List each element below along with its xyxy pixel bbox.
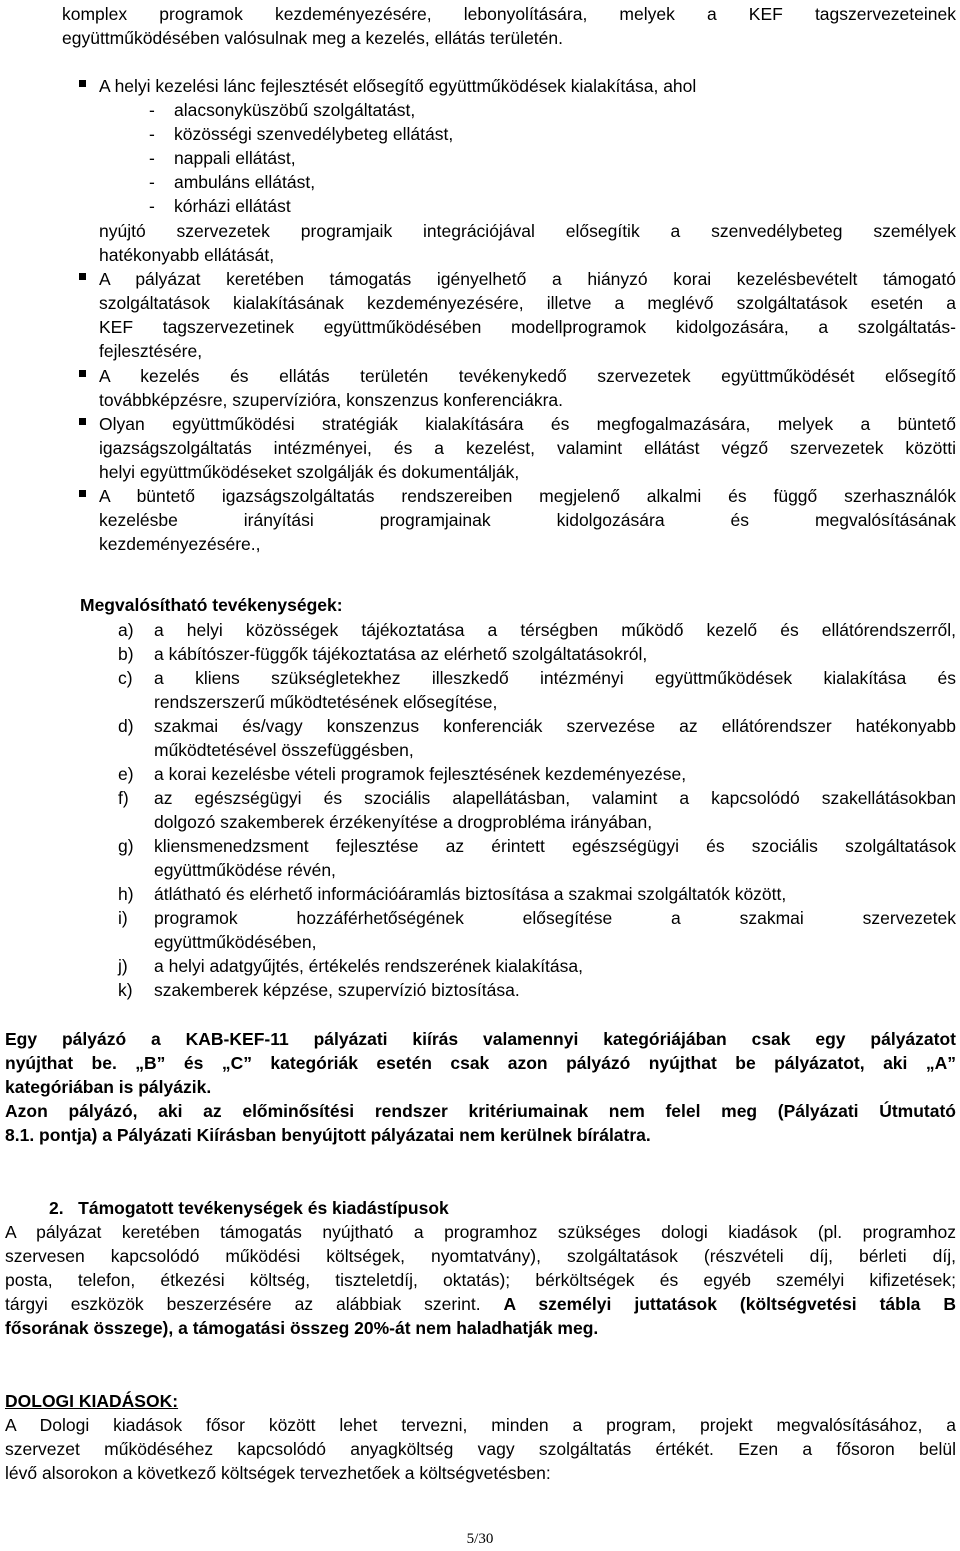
bullet-marker (79, 418, 86, 425)
bullet-2-line: KEF tagszervezetinek együttműködésében modellprogramok kidolgozására, a szolgáltatás- (99, 317, 956, 337)
bullet-4-line: igazságszolgáltatás intézményei, és a kezelést, valamint ellátást végző szervezetek közötti (99, 438, 956, 458)
dash-marker: - (149, 196, 155, 216)
note-line: Azon pályázó, aki az előminősítési rendszer kritériumainak nem felel meg (Pályázati Útmutató (5, 1101, 956, 1121)
section-line: A pályázat keretében támogatás nyújtható a programhoz szükséges dologi kiadások (pl. programhoz (5, 1222, 956, 1242)
item-label: k) (118, 980, 133, 1000)
bullet-marker (79, 370, 86, 377)
dash-marker: - (149, 172, 155, 192)
note-line: kategóriában is pályázik. (5, 1077, 212, 1097)
bullet-5-line: kezdeményezésére., (99, 534, 261, 554)
list-item: alacsonyküszöbű szolgáltatást, (174, 100, 416, 120)
activity-line: együttműködése révén, (154, 860, 336, 880)
activity-line: együttműködésében, (154, 932, 317, 952)
item-label: c) (118, 668, 133, 688)
bullet-1-line: hatékonyabb ellátását, (99, 245, 275, 265)
list-item: kórházi ellátást (174, 196, 291, 216)
dologi-line: lévő alsorokon a következő költségek tervezhetőek a költségvetésben: (5, 1463, 551, 1483)
intro-line-1: komplex programok kezdeményezésére, lebonyolítására, melyek a KEF tagszervezeteinek (62, 4, 956, 24)
list-item: ambuláns ellátást, (174, 172, 316, 192)
note-line: nyújthat be. „B” és „C” kategóriák esetén csak azon pályázó nyújthat be pályázatot, aki „A” (5, 1053, 956, 1073)
bullet-1-line: nyújtó szervezetek programjaik integrációjával elősegítik a szenvedélybeteg személyek (99, 221, 956, 241)
activity-line: a korai kezelésbe vételi programok fejlesztésének kezdeményezése, (154, 764, 687, 784)
note-line: Egy pályázó a KAB-KEF-11 pályázati kiírás valamennyi kategóriájában csak egy pályázatot (5, 1029, 956, 1049)
bullet-2-line: A pályázat keretében támogatás igényelhető a hiányzó korai kezelésbevételt támogató (99, 269, 956, 289)
page-number: 5/30 (466, 1531, 494, 1547)
list-item: nappali ellátást, (174, 148, 296, 168)
dash-marker: - (149, 124, 155, 144)
activity-line: dolgozó szakemberek érzékenyítése a drogprobléma irányában, (154, 812, 653, 832)
section-line: fősorának összege), a támogatási összeg 20%-át nem haladhatják meg. (5, 1318, 599, 1338)
section-heading: 2. Támogatott tevékenységek és kiadástípusok (49, 1198, 449, 1218)
activities-heading: Megvalósítható tevékenységek: (80, 595, 343, 615)
dologi-line: szervezet működéséhez kapcsolódó anyagköltség vagy szolgáltatás értékét. Ezen a fősoron belül (5, 1439, 956, 1459)
activity-line: a kliens szükségletekhez illeszkedő intézményi együttműködések kialakítása és (154, 668, 956, 688)
section-text: tárgyi eszközök beszerzésére az alábbiak szerint. (5, 1294, 504, 1314)
item-label: i) (118, 908, 128, 928)
item-label: e) (118, 764, 134, 784)
bullet-marker (79, 273, 86, 280)
bullet-marker (79, 490, 86, 497)
bullet-3-line: A kezelés és ellátás területén tevékenykedő szervezetek együttműködését elősegítő (99, 366, 956, 386)
activity-line: a kábítószer-függők tájékoztatása az elérhető szolgáltatásokról, (154, 644, 648, 664)
activity-line: az egészségügyi és szociális alapellátásban, valamint a kapcsolódó szakellátásokban (154, 788, 956, 808)
activity-line: átlátható és elérhető információáramlás biztosítása a szakmai szolgáltatók között, (154, 884, 787, 904)
bullet-4-line: helyi együttműködéseket szolgálják és dokumentálják, (99, 462, 520, 482)
activity-line: kliensmenedzsment fejlesztése az érintett egészségügyi és szociális szolgáltatások (154, 836, 956, 856)
activity-line: a helyi adatgyűjtés, értékelés rendszerének kialakítása, (154, 956, 583, 976)
bullet-marker (79, 80, 86, 87)
intro-line-2: együttműködésében valósulnak meg a kezelés, ellátás területén. (62, 28, 563, 48)
activity-line: rendszerszerű működtetésének elősegítése, (154, 692, 498, 712)
bullet-3-line: továbbképzésre, szupervízióra, konszenzus konferenciákra. (99, 390, 563, 410)
section-line: posta, telefon, étkezési költség, tiszteletdíj, oktatás); bérköltségek és egyéb személyi kifizetések; (5, 1270, 956, 1290)
item-label: g) (118, 836, 134, 856)
bullet-5-line: kezelésbe irányítási programjainak kidolgozására és megvalósításának (99, 510, 956, 530)
section-bold-text: A személyi juttatások (költségvetési tábla B (503, 1294, 956, 1314)
activity-line: programok hozzáférhetőségének elősegítése a szakmai szervezetek (154, 908, 956, 928)
item-label: a) (118, 620, 134, 640)
dash-marker: - (149, 148, 155, 168)
section-line: szervesen kapcsolódó működési költségek, nyomtatvány), szolgáltatások (részvételi díj, bérleti díj, (5, 1246, 956, 1266)
item-label: h) (118, 884, 134, 904)
bullet-1-intro: A helyi kezelési lánc fejlesztését elősegítő együttműködések kialakítása, ahol (99, 76, 697, 96)
activity-line: működtetésével összefüggésben, (154, 740, 414, 760)
bullet-4-line: Olyan együttműködési stratégiák kialakítására és megfogalmazására, melyek a büntető (99, 414, 956, 434)
bullet-5-line: A büntető igazságszolgáltatás rendszereiben megjelenő alkalmi és függő szerhasználók (99, 486, 956, 506)
note-line: 8.1. pontja) a Pályázati Kiírásban benyújtott pályázatai nem kerülnek bírálatra. (5, 1125, 651, 1145)
item-label: f) (118, 788, 129, 808)
activity-line: szakmai és/vagy konszenzus konferenciák szervezése az ellátórendszer hatékonyabb (154, 716, 956, 736)
bullet-2-line: fejlesztésére, (99, 341, 203, 361)
dash-marker: - (149, 100, 155, 120)
activity-line: szakemberek képzése, szupervízió biztosítása. (154, 980, 520, 1000)
dologi-line: A Dologi kiadások fősor között lehet tervezni, minden a program, projekt megvalósításához, a (5, 1415, 956, 1435)
dologi-heading: DOLOGI KIADÁSOK: (5, 1391, 179, 1411)
section-line (5, 1292, 956, 1316)
item-label: b) (118, 644, 134, 664)
list-item: közösségi szenvedélybeteg ellátást, (174, 124, 454, 144)
item-label: d) (118, 716, 134, 736)
activity-line: a helyi közösségek tájékoztatása a térségben működő kezelő és ellátórendszerről, (154, 620, 956, 640)
item-label: j) (118, 956, 128, 976)
bullet-2-line: szolgáltatások kialakításának kezdeményezésére, illetve a meglévő szolgáltatások esetén a (99, 293, 956, 313)
